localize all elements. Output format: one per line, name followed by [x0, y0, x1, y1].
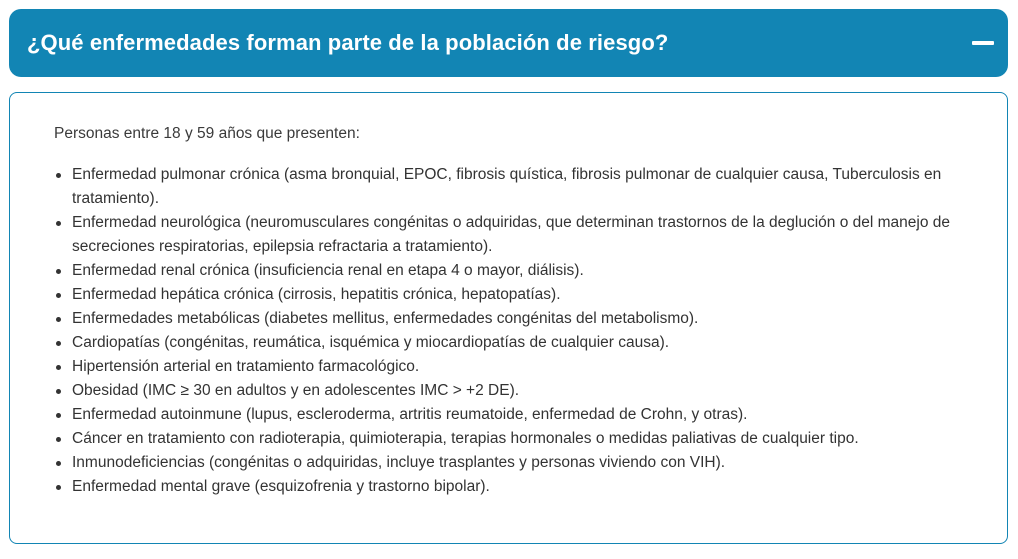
list-item: Enfermedad mental grave (esquizofrenia y trastorno bipolar). — [72, 475, 987, 499]
list-item: Enfermedad autoinmune (lupus, escleroderma, artritis reumatoide, enfermedad de Crohn, y otras). — [72, 403, 987, 427]
accordion-content — [9, 92, 1008, 544]
list-item: Enfermedades metabólicas (diabetes mellitus, enfermedades congénitas del metabolismo). — [72, 307, 987, 331]
minus-icon[interactable] — [972, 33, 994, 53]
intro-text: Personas entre 18 y 59 años que presenten: — [54, 125, 360, 142]
list-item: Hipertensión arterial en tratamiento farmacológico. — [72, 355, 987, 379]
accordion-title: ¿Qué enfermedades forman parte de la población de riesgo? — [27, 30, 669, 55]
risk-disease-list — [54, 163, 987, 499]
list-item: Enfermedad hepática crónica (cirrosis, hepatitis crónica, hepatopatías). — [72, 283, 987, 307]
accordion-header[interactable] — [9, 9, 1008, 77]
list-item: Inmunodeficiencias (congénitas o adquiridas, incluye trasplantes y personas viviendo con VIH). — [72, 451, 987, 475]
list-item: Cardiopatías (congénitas, reumática, isquémica y miocardiopatías de cualquier causa). — [72, 331, 987, 355]
list-item: Obesidad (IMC ≥ 30 en adultos y en adolescentes IMC > +2 DE). — [72, 379, 987, 403]
list-item: Cáncer en tratamiento con radioterapia, quimioterapia, terapias hormonales o medidas paliativas de cualquier tipo. — [72, 427, 987, 451]
risk-population-accordion — [9, 9, 1008, 544]
list-item: Enfermedad renal crónica (insuficiencia renal en etapa 4 o mayor, diálisis). — [72, 259, 987, 283]
list-item: Enfermedad neurológica (neuromusculares congénitas o adquiridas, que determinan trastornos de la deglución o del manejo de secreciones respiratorias, epilepsia refractaria a tratamiento). — [72, 211, 987, 259]
list-item: Enfermedad pulmonar crónica (asma bronquial, EPOC, fibrosis quística, fibrosis pulmonar de cualquier causa, Tuberculosis en tratamiento). — [72, 163, 987, 211]
